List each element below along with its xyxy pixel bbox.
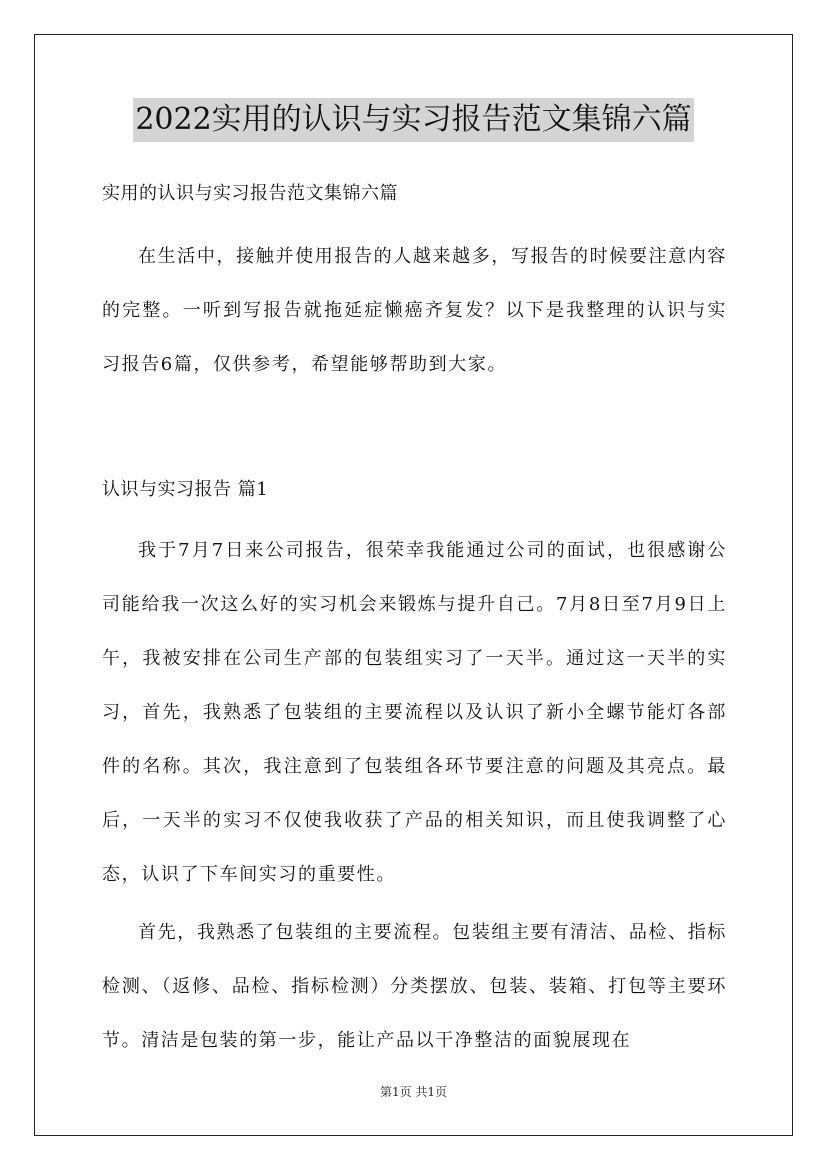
body-paragraph: 我于7月7日来公司报告，很荣幸我能通过公司的面试，也很感谢公司能给我一次这么好的实习机会来锻炼与提升自己。7月8日至7月9日上午，我被安排在公司生产部的包装组实习了一天半。通过这一天半的实习，首先，我熟悉了包装组的主要流程以及认识了新小全螺节能灯各部件的名称。其次，我注意到了包装组各环节要注意的问题及其亮点。最后，一天半的实习不仅使我收获了产品的相关知识，而且使我调整了心态，认识了下车间实习的重要性。 bbox=[102, 540, 727, 885]
document-subtitle: 实用的认识与实习报告范文集锦六篇 bbox=[102, 183, 398, 204]
intro-paragraph: 在生活中，接触并使用报告的人越来越多，写报告的时候要注意内容的完整。一听到写报告就拖延症懒癌齐复发？以下是我整理的认识与实习报告6篇，仅供参考，希望能够帮助到大家。 bbox=[102, 246, 727, 375]
title-container bbox=[0, 98, 827, 142]
document-title: 2022实用的认识与实习报告范文集锦六篇 bbox=[133, 98, 693, 142]
page-footer: 第1页 共1页 bbox=[379, 1085, 448, 1099]
document-body bbox=[102, 176, 727, 1068]
body-paragraph: 首先，我熟悉了包装组的主要流程。包装组主要有清洁、品检、指标检测、（返修、品检、指标检测）分类摆放、包装、装箱、打包等主要环节。清洁是包装的第一步，能让产品以干净整洁的面貌展现在 bbox=[102, 922, 727, 1051]
section-heading: 认识与实习报告 篇1 bbox=[102, 479, 269, 500]
